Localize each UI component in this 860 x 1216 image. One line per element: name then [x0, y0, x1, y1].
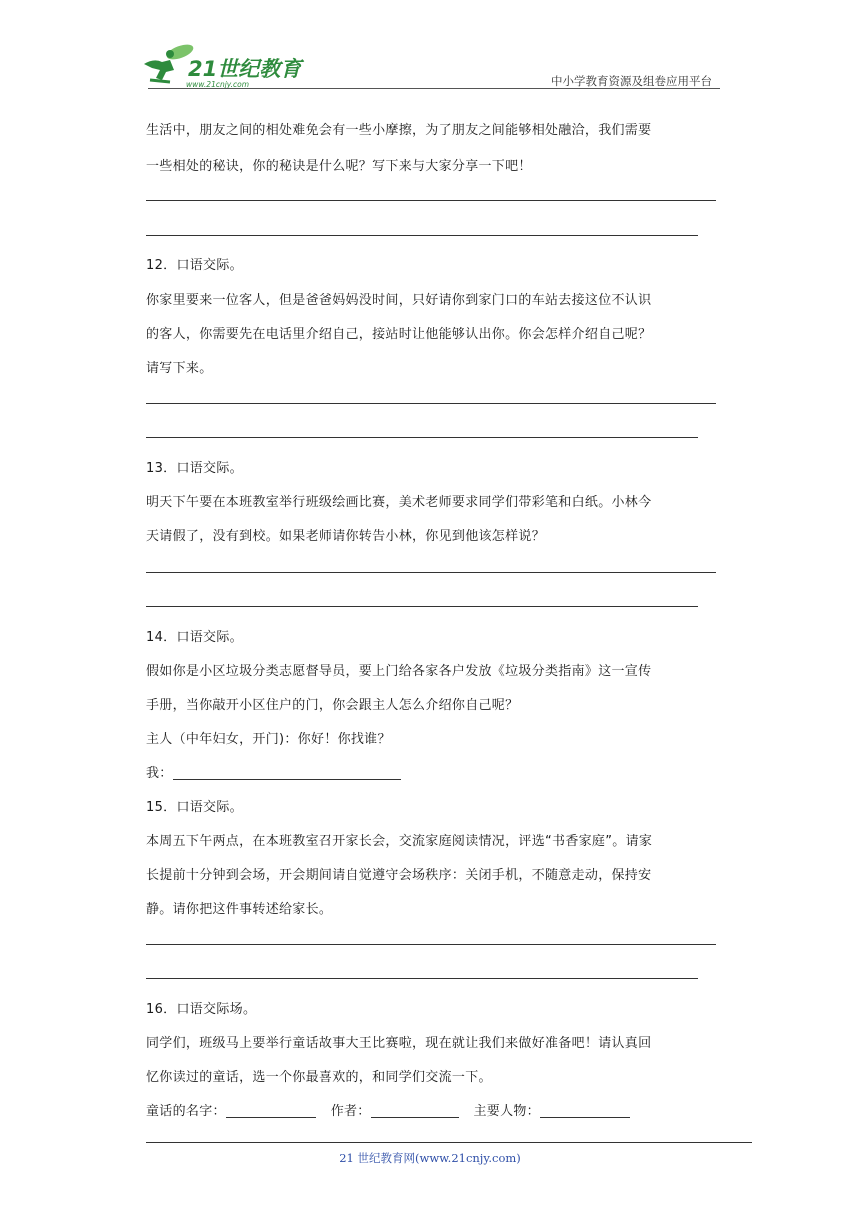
q16-characters-blank[interactable]	[540, 1103, 630, 1118]
q16-name-blank[interactable]	[226, 1103, 316, 1118]
q12-line-3: 请写下来。	[146, 361, 213, 376]
page-header	[140, 40, 720, 92]
logo-21cnjy	[140, 40, 320, 92]
q15-line-2: 长提前十分钟到会场，开会期间请自觉遵守会场秩序：关闭手机，不随意走动，保持安	[146, 868, 652, 883]
q15-line-1: 本周五下午两点，在本班教室召开家长会，交流家庭阅读情况，评选“书香家庭”。请家	[146, 834, 653, 849]
answer-line[interactable]	[146, 572, 716, 573]
q16-author-label: 作者：	[330, 1104, 371, 1119]
q16-line-2: 忆你读过的童话，选一个你最喜欢的，和同学们交流一下。	[146, 1070, 492, 1085]
footer-text[interactable]: 21 世纪教育网(www.21cnjy.com)	[339, 1151, 521, 1165]
q14-answer-blank[interactable]	[173, 765, 401, 780]
q13-line-2: 天请假了，没有到校。如果老师请你转告小林，你见到他该怎样说？	[146, 529, 546, 544]
answer-line[interactable]	[146, 235, 698, 236]
answer-line[interactable]	[146, 944, 716, 945]
q12-title: 12．口语交际。	[146, 258, 243, 273]
q16-name-label: 童话的名字：	[146, 1104, 226, 1119]
logo-text: 21世纪教育	[188, 57, 302, 81]
q16-author-blank[interactable]	[371, 1103, 459, 1118]
answer-line[interactable]	[146, 606, 698, 607]
answer-line[interactable]	[146, 200, 716, 201]
q14-line-3: 主人（中年妇女，开门)：你好！你找谁？	[146, 732, 391, 747]
q14-line-2: 手册，当你敲开小区住户的门，你会跟主人怎么介绍你自己呢？	[146, 698, 519, 713]
q14-answer-label: 我：	[146, 766, 173, 781]
header-platform-text: 中小学教育资源及组卷应用平台	[551, 74, 712, 88]
q12-line-1: 你家里要来一位客人，但是爸爸妈妈没时间，只好请你到家门口的车站去接这位不认识	[146, 293, 652, 308]
header-divider	[148, 88, 720, 89]
q13-line-1: 明天下午要在本班教室举行班级绘画比赛，美术老师要求同学们带彩笔和白纸。小林今	[146, 495, 652, 510]
q12-line-2: 的客人，你需要先在电话里介绍自己，接站时让他能够认出你。你会怎样介绍自己呢？	[146, 327, 652, 342]
answer-line[interactable]	[146, 437, 698, 438]
intro-line-2: 一些相处的秘诀，你的秘诀是什么呢？写下来与大家分享一下吧！	[146, 159, 532, 174]
answer-line[interactable]	[146, 978, 698, 979]
q16-characters-label: 主要人物：	[473, 1104, 540, 1119]
q13-title: 13．口语交际。	[146, 461, 243, 476]
q16-fields-row	[146, 1100, 630, 1119]
intro-line-1: 生活中，朋友之间的相处难免会有一些小摩擦，为了朋友之间能够相处融洽，我们需要	[146, 123, 652, 138]
q16-line-1: 同学们，班级马上要举行童话故事大王比赛啦，现在就让我们来做好准备吧！请认真回	[146, 1036, 652, 1051]
answer-line[interactable]	[146, 403, 716, 404]
q15-title: 15．口语交际。	[146, 800, 243, 815]
q14-line-1: 假如你是小区垃圾分类志愿督导员，要上门给各家各户发放《垃圾分类指南》这一宣传	[146, 664, 652, 679]
q16-title: 16．口语交际场。	[146, 1002, 257, 1017]
q14-answer-row	[146, 762, 401, 781]
q15-line-3: 静。请你把这件事转述给家长。	[146, 902, 333, 917]
logo-url: www.21cnjy.com	[186, 80, 250, 89]
q14-title: 14．口语交际。	[146, 630, 243, 645]
footer-divider	[146, 1142, 752, 1143]
